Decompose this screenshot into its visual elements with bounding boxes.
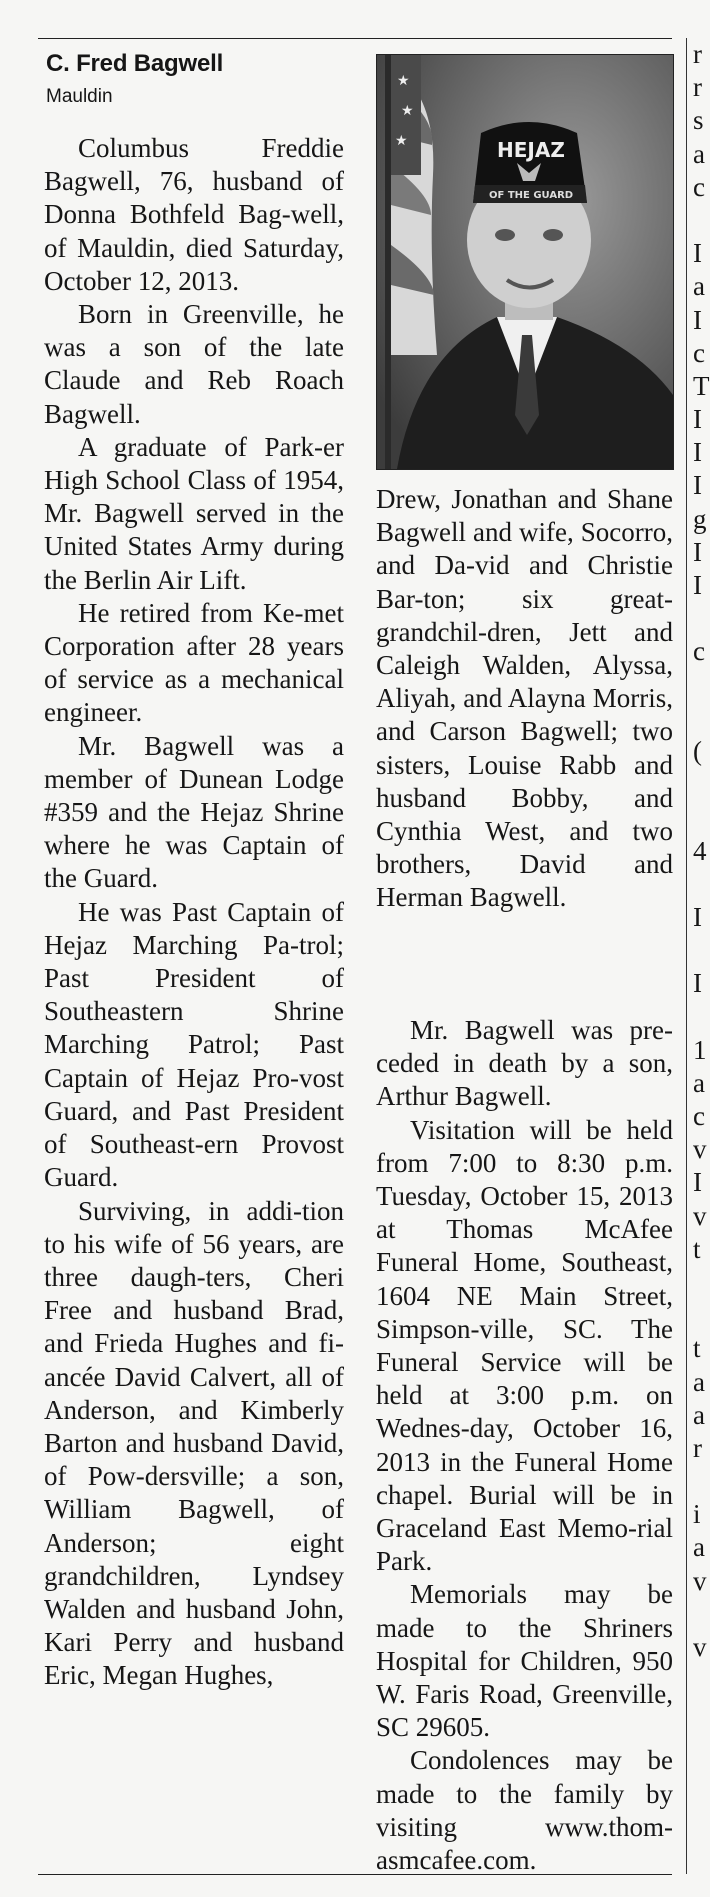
edge-fragment: I — [693, 470, 702, 501]
edge-fragment: I — [693, 570, 702, 600]
paragraph: Visitation will be held from 7:00 to 8:30 p.m. Tuesday, October 15, 2013 at Thomas McAfee Funeral Home, Southeast, 1604 NE Main Street, Simpson-ville, SC. The Funeral Service will be held at 3:00 p.m. on Wednes-day, October 16, 2013 in the Funeral Home chapel. Burial will be in Graceland East Memo-rial Park. — [376, 1114, 673, 1577]
fez-band-lettering: OF THE GUARD — [489, 190, 574, 201]
edge-fragment — [693, 1598, 700, 1631]
top-rule — [38, 38, 672, 39]
edge-fragment: v — [693, 1565, 707, 1596]
edge-fragment — [693, 801, 700, 834]
edge-fragment: v — [693, 1632, 707, 1662]
svg-text:★: ★ — [395, 133, 408, 149]
paragraph: A graduate of Park-er High School Class of 1954, Mr. Bagwell served in the United States Army during the Berlin Air Lift. — [44, 431, 344, 595]
portrait-photo — [376, 54, 674, 470]
edge-fragment: g — [693, 503, 707, 534]
edge-fragment: 1 — [693, 1034, 707, 1065]
edge-fragment: t — [693, 1233, 701, 1264]
edge-fragment: I — [693, 1167, 702, 1198]
edge-fragment — [693, 602, 700, 635]
paragraph: He was Past Captain of Hejaz Marching Pa-trol; Past President of Southeastern Shrine Marching Patrol; Past Captain of Hejaz Pro-vost Guard, and Past President of Southeast-ern Provost Guard. — [44, 896, 344, 1193]
edge-fragment: a — [693, 1532, 705, 1563]
edge-fragment: I — [693, 901, 702, 932]
right-column-top — [376, 483, 673, 915]
edge-fragment: c — [693, 1101, 705, 1131]
edge-fragment — [693, 204, 700, 237]
obituary-location: Mauldin — [46, 86, 113, 107]
edge-fragment: c — [693, 171, 705, 202]
edge-fragment: r — [693, 39, 702, 69]
edge-fragment: a — [693, 138, 705, 169]
paragraph: Mr. Bagwell was pre-ceded in death by a son, Arthur Bagwell. — [376, 1015, 673, 1112]
edge-fragment: I — [693, 437, 702, 468]
paragraph: Condolences may be made to the family by visiting www.thom-asmcafee.com. — [376, 1745, 673, 1876]
edge-fragment — [693, 1000, 700, 1033]
edge-fragment — [693, 934, 700, 967]
edge-fragment — [693, 1664, 700, 1697]
edge-fragment: r — [693, 1432, 702, 1463]
edge-fragment — [693, 1465, 700, 1498]
paragraph: Memorials may be made to the Shriners Hospital for Children, 950 W. Faris Road, Greenville, SC 29605. — [376, 1579, 673, 1743]
edge-fragment: I — [693, 304, 702, 335]
edge-fragment: v — [693, 1200, 707, 1231]
paragraph: Columbus Freddie Bagwell, 76, husband of Donna Bothfeld Bag-well, of Mauldin, died Saturday, October 12, 2013. — [44, 133, 344, 296]
edge-fragment — [693, 702, 700, 735]
edge-fragment — [693, 1266, 700, 1299]
edge-fragment: 4 — [693, 835, 707, 866]
edge-fragment: ( — [693, 735, 702, 766]
svg-text:★: ★ — [397, 73, 410, 89]
edge-fragment: I — [693, 536, 702, 567]
paragraph: Drew, Jonathan and Shane Bagwell and wife, Socorro, and Da-vid and Christie Bar-ton; six great-grandchil-dren, Jett and Caleigh Walden, Alyssa, Aliyah, and Alayna Morris, and Carson Bagwell; two sisters, Louise Rabb and husband Bobby, and Cynthia West, and two brothers, David and Herman Bagwell. — [376, 484, 673, 913]
edge-fragment: T — [693, 370, 710, 401]
edge-fragment: s — [693, 105, 704, 136]
paragraph: Mr. Bagwell was a member of Dunean Lodge #359 and the Hejaz Shrine where he was Captain of the Guard. — [44, 730, 344, 894]
edge-fragment: c — [693, 636, 705, 667]
paragraph: Surviving, in addi-tion to his wife of 56 years, are three daugh-ters, Cheri Free and husband Brad, and Frieda Hughes and fi-ancée David Calvert, all of Anderson, and Kimberly Barton and husband David, of Pow-dersville; a son, William Bagwell, of Anderson; eight grandchildren, Lyndsey Walden and husband John, Kari Perry and husband Eric, Megan Hughes, — [44, 1195, 344, 1691]
edge-fragment: r — [693, 72, 702, 103]
edge-fragment: t — [693, 1333, 701, 1364]
fez-lettering: HEJAZ — [497, 138, 565, 162]
edge-fragment: a — [693, 271, 705, 302]
edge-fragment — [693, 768, 700, 801]
obituary-name: C. Fred Bagwell — [46, 50, 224, 77]
column-divider — [686, 38, 687, 1874]
paragraph: Born in Greenville, he was a son of the late Claude and Reb Roach Bagwell. — [44, 299, 344, 429]
bottom-rule — [38, 1874, 672, 1875]
edge-fragment — [693, 1697, 700, 1730]
edge-fragment — [693, 1299, 700, 1332]
paragraph: He retired from Ke-met Corporation after 28 years of service as a mechanical engineer. — [44, 597, 344, 728]
edge-fragment: v — [693, 1134, 707, 1165]
edge-fragment: c — [693, 337, 705, 368]
edge-fragment: i — [693, 1499, 701, 1530]
right-column-bottom — [376, 1014, 673, 1877]
left-column — [44, 132, 344, 1693]
edge-fragment — [693, 868, 700, 901]
edge-fragment — [693, 669, 700, 702]
edge-fragment: I — [693, 404, 702, 435]
edge-fragment: I — [693, 238, 702, 269]
edge-fragment: I — [693, 968, 702, 999]
svg-text:★: ★ — [401, 103, 414, 119]
portrait-image — [377, 55, 673, 469]
edge-fragment: a — [693, 1399, 705, 1430]
edge-fragment: a — [693, 1067, 705, 1098]
edge-fragment: a — [693, 1366, 705, 1397]
adjacent-column-fragment — [693, 38, 710, 1868]
